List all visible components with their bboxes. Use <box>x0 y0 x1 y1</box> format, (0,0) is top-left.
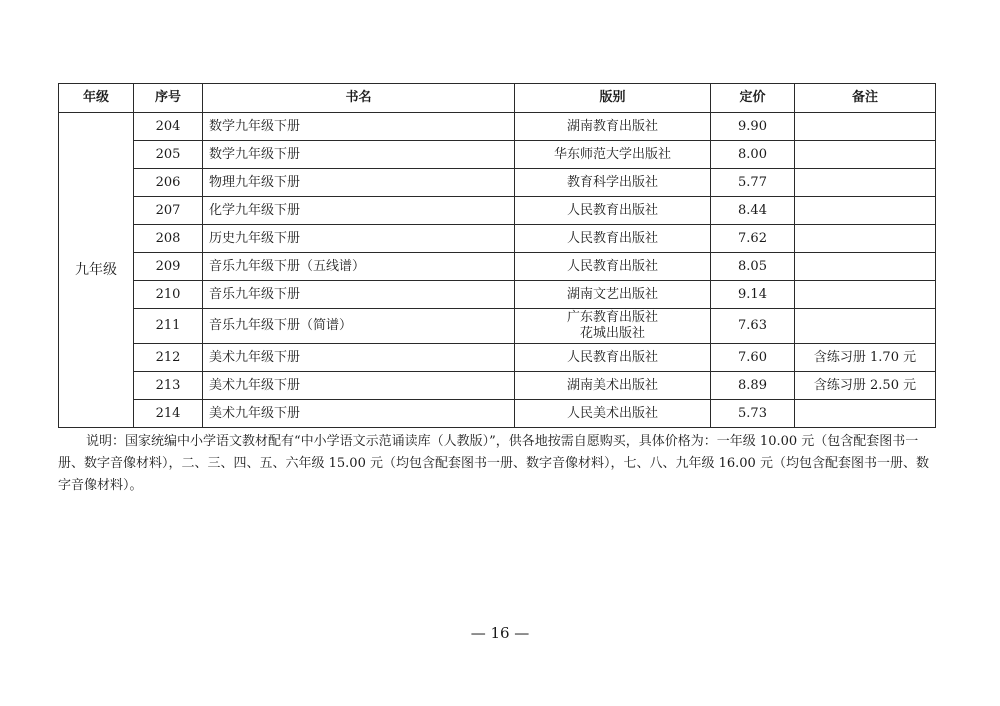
row-title: 美术九年级下册 <box>203 344 515 372</box>
table-row <box>59 344 936 372</box>
header-grade: 年级 <box>59 84 134 113</box>
row-price: 8.05 <box>711 253 795 281</box>
table-row <box>59 400 936 428</box>
row-note <box>795 281 936 309</box>
row-number: 205 <box>134 141 203 169</box>
row-price: 5.73 <box>711 400 795 428</box>
table-row <box>59 309 936 344</box>
row-number: 213 <box>134 372 203 400</box>
row-title: 历史九年级下册 <box>203 225 515 253</box>
row-publisher: 湖南文艺出版社 <box>515 281 711 309</box>
row-publisher: 人民教育出版社 <box>515 253 711 281</box>
table-row <box>59 281 936 309</box>
table-row <box>59 372 936 400</box>
textbook-price-table <box>58 83 936 428</box>
row-price: 9.90 <box>711 113 795 141</box>
row-publisher: 湖南教育出版社 <box>515 113 711 141</box>
row-number: 212 <box>134 344 203 372</box>
row-publisher: 华东师范大学出版社 <box>515 141 711 169</box>
row-title: 美术九年级下册 <box>203 400 515 428</box>
row-number: 206 <box>134 169 203 197</box>
table-row <box>59 225 936 253</box>
row-publisher-line-2: 花城出版社 <box>579 326 645 341</box>
row-publisher <box>515 309 711 344</box>
header-price: 定价 <box>711 84 795 113</box>
row-publisher: 湖南美术出版社 <box>515 372 711 400</box>
row-note <box>795 169 936 197</box>
row-title: 物理九年级下册 <box>203 169 515 197</box>
row-note <box>795 141 936 169</box>
row-publisher-line-1: 广东教育出版社 <box>566 310 658 325</box>
row-number: 208 <box>134 225 203 253</box>
header-note: 备注 <box>795 84 936 113</box>
row-publisher: 人民教育出版社 <box>515 344 711 372</box>
row-title: 美术九年级下册 <box>203 372 515 400</box>
row-publisher: 人民美术出版社 <box>515 400 711 428</box>
row-number: 209 <box>134 253 203 281</box>
table-row <box>59 253 936 281</box>
table-row <box>59 197 936 225</box>
row-number: 211 <box>134 309 203 344</box>
row-note <box>795 253 936 281</box>
header-title: 书名 <box>203 84 515 113</box>
row-note <box>795 309 936 344</box>
page-number: — 16 — <box>470 624 530 642</box>
grade-cell: 九年级 <box>59 113 134 428</box>
table-header-row <box>59 84 936 113</box>
row-note: 含练习册 1.70 元 <box>795 344 936 372</box>
row-price: 8.89 <box>711 372 795 400</box>
row-number: 207 <box>134 197 203 225</box>
row-price: 9.14 <box>711 281 795 309</box>
row-note <box>795 225 936 253</box>
header-publisher: 版别 <box>515 84 711 113</box>
row-publisher: 人民教育出版社 <box>515 225 711 253</box>
row-title: 数学九年级下册 <box>203 141 515 169</box>
table-row <box>59 113 936 141</box>
row-title: 音乐九年级下册（五线谱） <box>203 253 515 281</box>
row-publisher: 人民教育出版社 <box>515 197 711 225</box>
row-title: 音乐九年级下册 <box>203 281 515 309</box>
row-title: 数学九年级下册 <box>203 113 515 141</box>
explanatory-note: 说明：国家统编中小学语文教材配有“中小学语文示范诵读库（人教版）”，供各地按需自愿购买，具体价格为：一年级 10.00 元（包含配套图书一册、数字音像材料），二、三、四、五、六年级 15.00 元（均包含配套图书一册、数字音像材料），七、八、九年级 16.00 元（均包含配套图书一册、数字音像材料）。 <box>58 434 929 493</box>
header-number: 序号 <box>134 84 203 113</box>
row-number: 210 <box>134 281 203 309</box>
row-number: 214 <box>134 400 203 428</box>
row-number: 204 <box>134 113 203 141</box>
table-row <box>59 169 936 197</box>
row-price: 5.77 <box>711 169 795 197</box>
row-price: 8.44 <box>711 197 795 225</box>
row-note: 含练习册 2.50 元 <box>795 372 936 400</box>
row-publisher: 教育科学出版社 <box>515 169 711 197</box>
row-price: 7.60 <box>711 344 795 372</box>
row-price: 7.63 <box>711 309 795 344</box>
row-title: 化学九年级下册 <box>203 197 515 225</box>
row-price: 8.00 <box>711 141 795 169</box>
row-note <box>795 113 936 141</box>
row-note <box>795 197 936 225</box>
row-title: 音乐九年级下册（简谱） <box>203 309 515 344</box>
row-price: 7.62 <box>711 225 795 253</box>
row-note <box>795 400 936 428</box>
table-row <box>59 141 936 169</box>
